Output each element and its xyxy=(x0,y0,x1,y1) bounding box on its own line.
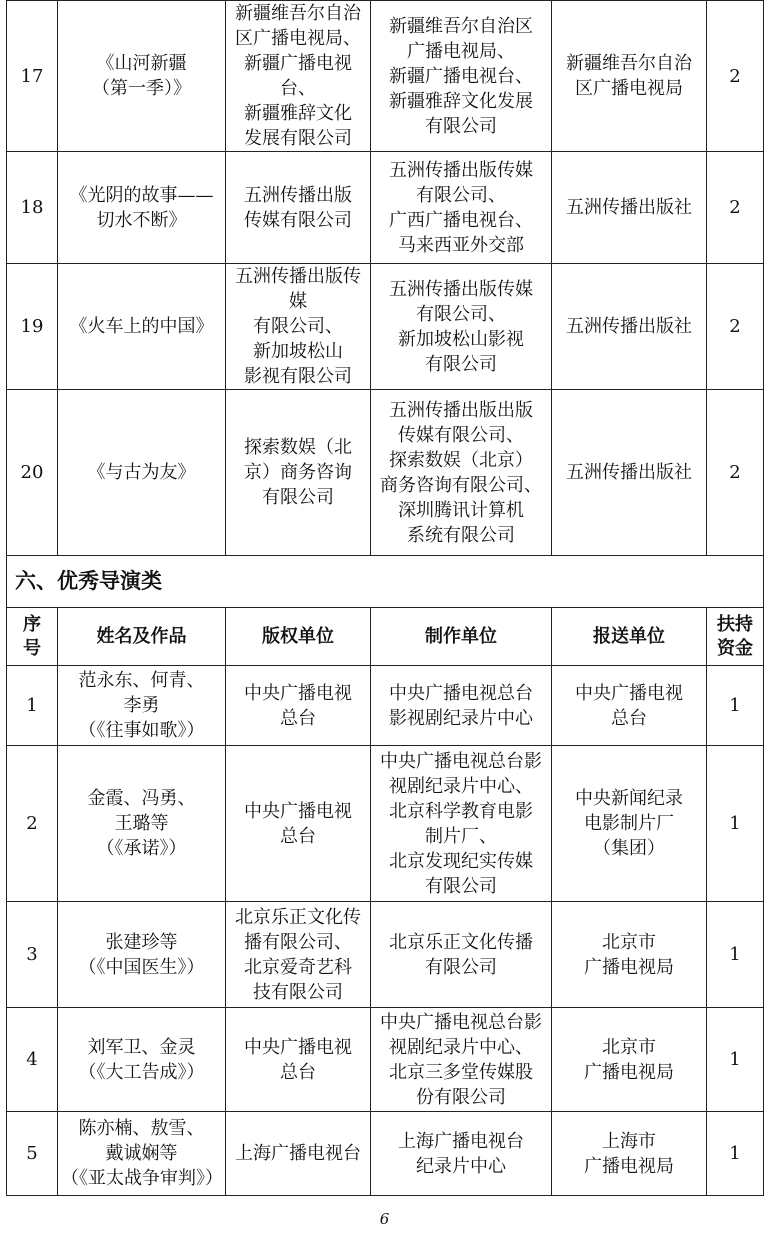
cell-submitter: 北京市 广播电视局 xyxy=(552,902,707,1008)
cell-copyright: 北京乐正文化传 播有限公司、 北京爱奇艺科 技有限公司 xyxy=(226,902,371,1008)
header-name: 姓名及作品 xyxy=(58,608,226,666)
cell-submitter: 中央新闻纪录 电影制片厂 （集团） xyxy=(552,746,707,902)
cell-submitter: 北京市 广播电视局 xyxy=(552,1008,707,1112)
cell-name: 陈亦楠、敖雪、 戴诚娴等 （《亚太战争审判》） xyxy=(58,1112,226,1196)
cell-producer: 中央广播电视总台影 视剧纪录片中心、 北京科学教育电影 制片厂、 北京发现纪实传媒 有限公司 xyxy=(371,746,552,902)
table-row xyxy=(7,1112,764,1196)
cell-no: 4 xyxy=(7,1008,58,1112)
table-row xyxy=(7,666,764,746)
cell-submitter: 中央广播电视 总台 xyxy=(552,666,707,746)
table-row xyxy=(7,1,764,152)
cell-copyright: 新疆维吾尔自治 区广播电视局、 新疆广播电视台、 新疆雅辞文化 发展有限公司 xyxy=(226,1,371,152)
section-row xyxy=(7,556,764,608)
cell-title: 《山河新疆 （第一季）》 xyxy=(58,1,226,152)
table-row xyxy=(7,152,764,264)
cell-title: 《火车上的中国》 xyxy=(58,264,226,390)
table-row xyxy=(7,902,764,1008)
cell-no: 5 xyxy=(7,1112,58,1196)
cell-fund: 1 xyxy=(707,1008,764,1112)
cell-fund: 2 xyxy=(707,1,764,152)
cell-no: 1 xyxy=(7,666,58,746)
cell-fund: 1 xyxy=(707,666,764,746)
header-fund: 扶持 资金 xyxy=(707,608,764,666)
cell-no: 3 xyxy=(7,902,58,1008)
cell-fund: 2 xyxy=(707,390,764,556)
cell-submitter: 上海市 广播电视局 xyxy=(552,1112,707,1196)
cell-copyright: 五洲传播出版传媒 有限公司、 新加坡松山 影视有限公司 xyxy=(226,264,371,390)
cell-fund: 2 xyxy=(707,264,764,390)
table-row xyxy=(7,746,764,902)
header-no: 序 号 xyxy=(7,608,58,666)
table-row xyxy=(7,390,764,556)
cell-no: 20 xyxy=(7,390,58,556)
cell-name: 金霞、冯勇、 王璐等 （《承诺》） xyxy=(58,746,226,902)
header-submitter: 报送单位 xyxy=(552,608,707,666)
header-row xyxy=(7,608,764,666)
cell-title: 《与古为友》 xyxy=(58,390,226,556)
cell-copyright: 中央广播电视 总台 xyxy=(226,746,371,902)
cell-no: 2 xyxy=(7,746,58,902)
cell-no: 17 xyxy=(7,1,58,152)
header-copyright: 版权单位 xyxy=(226,608,371,666)
cell-no: 18 xyxy=(7,152,58,264)
cell-title: 《光阴的故事—— 切水不断》 xyxy=(58,152,226,264)
cell-producer: 五洲传播出版传媒 有限公司、 新加坡松山影视 有限公司 xyxy=(371,264,552,390)
page-number: 6 xyxy=(379,1210,390,1228)
cell-name: 张建珍等 （《中国医生》） xyxy=(58,902,226,1008)
cell-producer: 上海广播电视台 纪录片中心 xyxy=(371,1112,552,1196)
section-title: 六、优秀导演类 xyxy=(7,556,764,608)
table-row xyxy=(7,1008,764,1112)
cell-copyright: 探索数娱（北 京）商务咨询 有限公司 xyxy=(226,390,371,556)
cell-name: 刘军卫、金灵 （《大工告成》） xyxy=(58,1008,226,1112)
cell-submitter: 五洲传播出版社 xyxy=(552,264,707,390)
cell-producer: 新疆维吾尔自治区 广播电视局、 新疆广播电视台、 新疆雅辞文化发展 有限公司 xyxy=(371,1,552,152)
cell-fund: 1 xyxy=(707,1112,764,1196)
cell-submitter: 新疆维吾尔自治 区广播电视局 xyxy=(552,1,707,152)
cell-producer: 中央广播电视总台影 视剧纪录片中心、 北京三多堂传媒股 份有限公司 xyxy=(371,1008,552,1112)
cell-fund: 2 xyxy=(707,152,764,264)
cell-producer: 五洲传播出版出版 传媒有限公司、 探索数娱（北京） 商务咨询有限公司、 深圳腾讯计算机 系统有限公司 xyxy=(371,390,552,556)
header-producer: 制作单位 xyxy=(371,608,552,666)
cell-producer: 五洲传播出版传媒 有限公司、 广西广播电视台、 马来西亚外交部 xyxy=(371,152,552,264)
cell-copyright: 中央广播电视 总台 xyxy=(226,666,371,746)
award-table xyxy=(6,0,764,1196)
cell-submitter: 五洲传播出版社 xyxy=(552,152,707,264)
cell-fund: 1 xyxy=(707,746,764,902)
cell-producer: 北京乐正文化传播 有限公司 xyxy=(371,902,552,1008)
cell-submitter: 五洲传播出版社 xyxy=(552,390,707,556)
cell-name: 范永东、何青、 李勇 （《往事如歌》） xyxy=(58,666,226,746)
cell-copyright: 上海广播电视台 xyxy=(226,1112,371,1196)
cell-producer: 中央广播电视总台 影视剧纪录片中心 xyxy=(371,666,552,746)
cell-no: 19 xyxy=(7,264,58,390)
cell-copyright: 中央广播电视 总台 xyxy=(226,1008,371,1112)
table-row xyxy=(7,264,764,390)
cell-fund: 1 xyxy=(707,902,764,1008)
cell-copyright: 五洲传播出版 传媒有限公司 xyxy=(226,152,371,264)
